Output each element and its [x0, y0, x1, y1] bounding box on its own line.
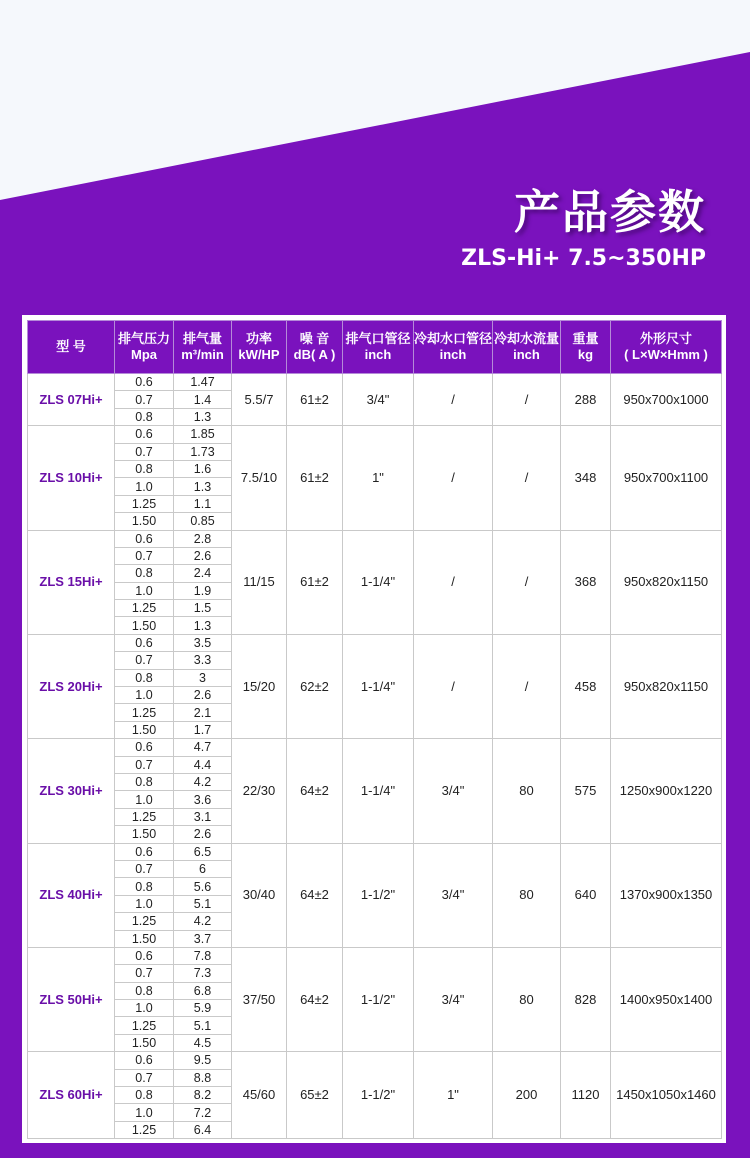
- model-name: ZLS 07Hi+: [28, 374, 115, 426]
- model-name: ZLS 15Hi+: [28, 530, 115, 634]
- page-subtitle: ZLS-Hi+ 7.5~350HP: [461, 246, 706, 271]
- pressure-value: 1.50: [115, 1034, 174, 1051]
- air-delivery-value: 1.47: [174, 374, 232, 391]
- column-header: [611, 321, 722, 374]
- column-header: [28, 321, 115, 374]
- cooling-pipe-value: 3/4": [414, 739, 493, 843]
- pressure-value: 1.0: [115, 1000, 174, 1017]
- column-header: [414, 321, 493, 374]
- cooling-flow-value: 80: [493, 843, 561, 947]
- table-row: [28, 374, 722, 391]
- weight-value: 458: [561, 634, 611, 738]
- pressure-value: 1.0: [115, 895, 174, 912]
- pressure-value: 1.25: [115, 495, 174, 512]
- weight-value: 1120: [561, 1052, 611, 1139]
- outlet-diameter-value: 1-1/4": [343, 530, 414, 634]
- column-header: [343, 321, 414, 374]
- air-delivery-value: 3.7: [174, 930, 232, 947]
- air-delivery-value: 4.2: [174, 913, 232, 930]
- column-header: [561, 321, 611, 374]
- pressure-value: 0.8: [115, 773, 174, 790]
- air-delivery-value: 2.6: [174, 687, 232, 704]
- dimensions-value: 950x820x1150: [611, 530, 722, 634]
- cooling-pipe-value: 3/4": [414, 947, 493, 1051]
- pressure-value: 0.7: [115, 652, 174, 669]
- air-delivery-value: 4.2: [174, 773, 232, 790]
- pressure-value: 1.50: [115, 930, 174, 947]
- column-header-unit: inch: [364, 347, 392, 362]
- outlet-diameter-value: 1-1/4": [343, 634, 414, 738]
- air-delivery-value: 2.6: [174, 547, 232, 564]
- pressure-value: 1.0: [115, 687, 174, 704]
- column-header-label: 重量: [572, 331, 599, 346]
- cooling-flow-value: 80: [493, 739, 561, 843]
- noise-value: 62±2: [287, 634, 343, 738]
- power-value: 30/40: [232, 843, 287, 947]
- power-value: 37/50: [232, 947, 287, 1051]
- column-header-unit: inch: [439, 347, 467, 362]
- column-header-label: 排气压力: [117, 331, 170, 346]
- air-delivery-value: 1.5: [174, 600, 232, 617]
- column-header-label: 噪 音: [299, 331, 330, 346]
- model-name: ZLS 20Hi+: [28, 634, 115, 738]
- cooling-flow-value: /: [493, 374, 561, 426]
- outlet-diameter-value: 1": [343, 426, 414, 530]
- air-delivery-value: 3.6: [174, 791, 232, 808]
- pressure-value: 1.50: [115, 513, 174, 530]
- cooling-pipe-value: /: [414, 634, 493, 738]
- pressure-value: 1.25: [115, 704, 174, 721]
- air-delivery-value: 4.4: [174, 756, 232, 773]
- noise-value: 64±2: [287, 947, 343, 1051]
- cooling-pipe-value: /: [414, 374, 493, 426]
- pressure-value: 0.8: [115, 982, 174, 999]
- power-value: 5.5/7: [232, 374, 287, 426]
- power-value: 45/60: [232, 1052, 287, 1139]
- outlet-diameter-value: 1-1/2": [343, 1052, 414, 1139]
- air-delivery-value: 2.8: [174, 530, 232, 547]
- pressure-value: 0.6: [115, 843, 174, 860]
- weight-value: 288: [561, 374, 611, 426]
- pressure-value: 1.0: [115, 1104, 174, 1121]
- power-value: 11/15: [232, 530, 287, 634]
- air-delivery-value: 2.6: [174, 826, 232, 843]
- cooling-flow-value: 80: [493, 947, 561, 1051]
- table-row: [28, 947, 722, 964]
- pressure-value: 0.6: [115, 634, 174, 651]
- dimensions-value: 1250x900x1220: [611, 739, 722, 843]
- pressure-value: 0.7: [115, 547, 174, 564]
- weight-value: 348: [561, 426, 611, 530]
- pressure-value: 1.0: [115, 478, 174, 495]
- cooling-flow-value: /: [493, 426, 561, 530]
- weight-value: 828: [561, 947, 611, 1051]
- air-delivery-value: 9.5: [174, 1052, 232, 1069]
- dimensions-value: 1450x1050x1460: [611, 1052, 722, 1139]
- air-delivery-value: 5.6: [174, 878, 232, 895]
- model-name: ZLS 40Hi+: [28, 843, 115, 947]
- weight-value: 640: [561, 843, 611, 947]
- air-delivery-value: 5.1: [174, 895, 232, 912]
- dimensions-value: 950x700x1100: [611, 426, 722, 530]
- column-header: [232, 321, 287, 374]
- table-header-row: [28, 321, 722, 374]
- air-delivery-value: 1.6: [174, 460, 232, 477]
- model-name: ZLS 10Hi+: [28, 426, 115, 530]
- weight-value: 368: [561, 530, 611, 634]
- column-header-label: 排气口管径: [345, 331, 411, 346]
- cooling-flow-value: /: [493, 634, 561, 738]
- pressure-value: 1.25: [115, 808, 174, 825]
- air-delivery-value: 1.3: [174, 617, 232, 634]
- table-row: [28, 530, 722, 547]
- dimensions-value: 950x820x1150: [611, 634, 722, 738]
- dimensions-value: 950x700x1000: [611, 374, 722, 426]
- cooling-pipe-value: /: [414, 426, 493, 530]
- pressure-value: 0.8: [115, 408, 174, 425]
- table-row: [28, 843, 722, 860]
- air-delivery-value: 7.2: [174, 1104, 232, 1121]
- column-header-label: 功率: [245, 331, 272, 346]
- cooling-flow-value: /: [493, 530, 561, 634]
- column-header-unit: Mpa: [131, 347, 157, 362]
- power-value: 15/20: [232, 634, 287, 738]
- cooling-pipe-value: 3/4": [414, 843, 493, 947]
- outlet-diameter-value: 1-1/2": [343, 947, 414, 1051]
- column-header-label: 外形尺寸: [639, 331, 692, 346]
- column-header: [287, 321, 343, 374]
- page-title: 产品参数: [514, 185, 706, 239]
- column-header-label: 冷却水流量: [493, 331, 559, 346]
- pressure-value: 1.50: [115, 721, 174, 738]
- pressure-value: 0.6: [115, 947, 174, 964]
- power-value: 22/30: [232, 739, 287, 843]
- spec-table-panel: [22, 315, 726, 1143]
- outlet-diameter-value: 1-1/4": [343, 739, 414, 843]
- pressure-value: 0.7: [115, 443, 174, 460]
- power-value: 7.5/10: [232, 426, 287, 530]
- pressure-value: 1.50: [115, 617, 174, 634]
- outlet-diameter-value: 1-1/2": [343, 843, 414, 947]
- table-row: [28, 1052, 722, 1069]
- noise-value: 61±2: [287, 426, 343, 530]
- noise-value: 65±2: [287, 1052, 343, 1139]
- air-delivery-value: 5.9: [174, 1000, 232, 1017]
- air-delivery-value: 1.7: [174, 721, 232, 738]
- pressure-value: 0.7: [115, 391, 174, 408]
- air-delivery-value: 5.1: [174, 1017, 232, 1034]
- air-delivery-value: 2.1: [174, 704, 232, 721]
- column-header-label: 冷却水口管径: [414, 331, 493, 346]
- pressure-value: 0.7: [115, 756, 174, 773]
- weight-value: 575: [561, 739, 611, 843]
- air-delivery-value: 1.4: [174, 391, 232, 408]
- column-header-unit: m³/min: [181, 347, 224, 362]
- table-row: [28, 634, 722, 651]
- noise-value: 64±2: [287, 739, 343, 843]
- table-body: [28, 374, 722, 1139]
- pressure-value: 0.8: [115, 460, 174, 477]
- column-header-unit: kg: [577, 347, 594, 362]
- air-delivery-value: 1.9: [174, 582, 232, 599]
- column-header-unit: inch: [513, 347, 540, 362]
- air-delivery-value: 7.3: [174, 965, 232, 982]
- air-delivery-value: 4.5: [174, 1034, 232, 1051]
- pressure-value: 1.25: [115, 1121, 174, 1138]
- pressure-value: 0.6: [115, 739, 174, 756]
- table-row: [28, 739, 722, 756]
- air-delivery-value: 2.4: [174, 565, 232, 582]
- pressure-value: 0.8: [115, 669, 174, 686]
- air-delivery-value: 1.85: [174, 426, 232, 443]
- cooling-pipe-value: /: [414, 530, 493, 634]
- pressure-value: 1.25: [115, 1017, 174, 1034]
- column-header: [115, 321, 174, 374]
- column-header: [174, 321, 232, 374]
- pressure-value: 0.6: [115, 530, 174, 547]
- air-delivery-value: 3: [174, 669, 232, 686]
- air-delivery-value: 6: [174, 860, 232, 877]
- dimensions-value: 1400x950x1400: [611, 947, 722, 1051]
- pressure-value: 0.7: [115, 860, 174, 877]
- column-header-label: 排气量: [182, 331, 222, 346]
- dimensions-value: 1370x900x1350: [611, 843, 722, 947]
- column-header-unit: kW/HP: [238, 347, 280, 362]
- pressure-value: 0.8: [115, 565, 174, 582]
- air-delivery-value: 6.8: [174, 982, 232, 999]
- noise-value: 61±2: [287, 374, 343, 426]
- pressure-value: 1.25: [115, 913, 174, 930]
- column-header-unit: ( L×W×Hmm ): [624, 347, 708, 362]
- pressure-value: 0.7: [115, 965, 174, 982]
- air-delivery-value: 6.5: [174, 843, 232, 860]
- model-name: ZLS 30Hi+: [28, 739, 115, 843]
- air-delivery-value: 3.3: [174, 652, 232, 669]
- air-delivery-value: 8.8: [174, 1069, 232, 1086]
- noise-value: 64±2: [287, 843, 343, 947]
- air-delivery-value: 6.4: [174, 1121, 232, 1138]
- air-delivery-value: 1.73: [174, 443, 232, 460]
- pressure-value: 1.0: [115, 582, 174, 599]
- air-delivery-value: 7.8: [174, 947, 232, 964]
- air-delivery-value: 1.3: [174, 408, 232, 425]
- air-delivery-value: 8.2: [174, 1087, 232, 1104]
- pressure-value: 0.8: [115, 878, 174, 895]
- pressure-value: 0.7: [115, 1069, 174, 1086]
- column-header-label: 型 号: [56, 339, 86, 354]
- pressure-value: 1.0: [115, 791, 174, 808]
- air-delivery-value: 3.5: [174, 634, 232, 651]
- cooling-pipe-value: 1": [414, 1052, 493, 1139]
- outlet-diameter-value: 3/4": [343, 374, 414, 426]
- table-row: [28, 426, 722, 443]
- air-delivery-value: 1.1: [174, 495, 232, 512]
- noise-value: 61±2: [287, 530, 343, 634]
- cooling-flow-value: 200: [493, 1052, 561, 1139]
- pressure-value: 1.50: [115, 826, 174, 843]
- model-name: ZLS 50Hi+: [28, 947, 115, 1051]
- column-header: [493, 321, 561, 374]
- air-delivery-value: 1.3: [174, 478, 232, 495]
- air-delivery-value: 3.1: [174, 808, 232, 825]
- model-name: ZLS 60Hi+: [28, 1052, 115, 1139]
- pressure-value: 0.8: [115, 1087, 174, 1104]
- pressure-value: 0.6: [115, 374, 174, 391]
- pressure-value: 0.6: [115, 426, 174, 443]
- column-header-unit: dB( A ): [293, 347, 336, 362]
- air-delivery-value: 4.7: [174, 739, 232, 756]
- pressure-value: 0.6: [115, 1052, 174, 1069]
- air-delivery-value: 0.85: [174, 513, 232, 530]
- spec-table: [27, 320, 722, 1139]
- pressure-value: 1.25: [115, 600, 174, 617]
